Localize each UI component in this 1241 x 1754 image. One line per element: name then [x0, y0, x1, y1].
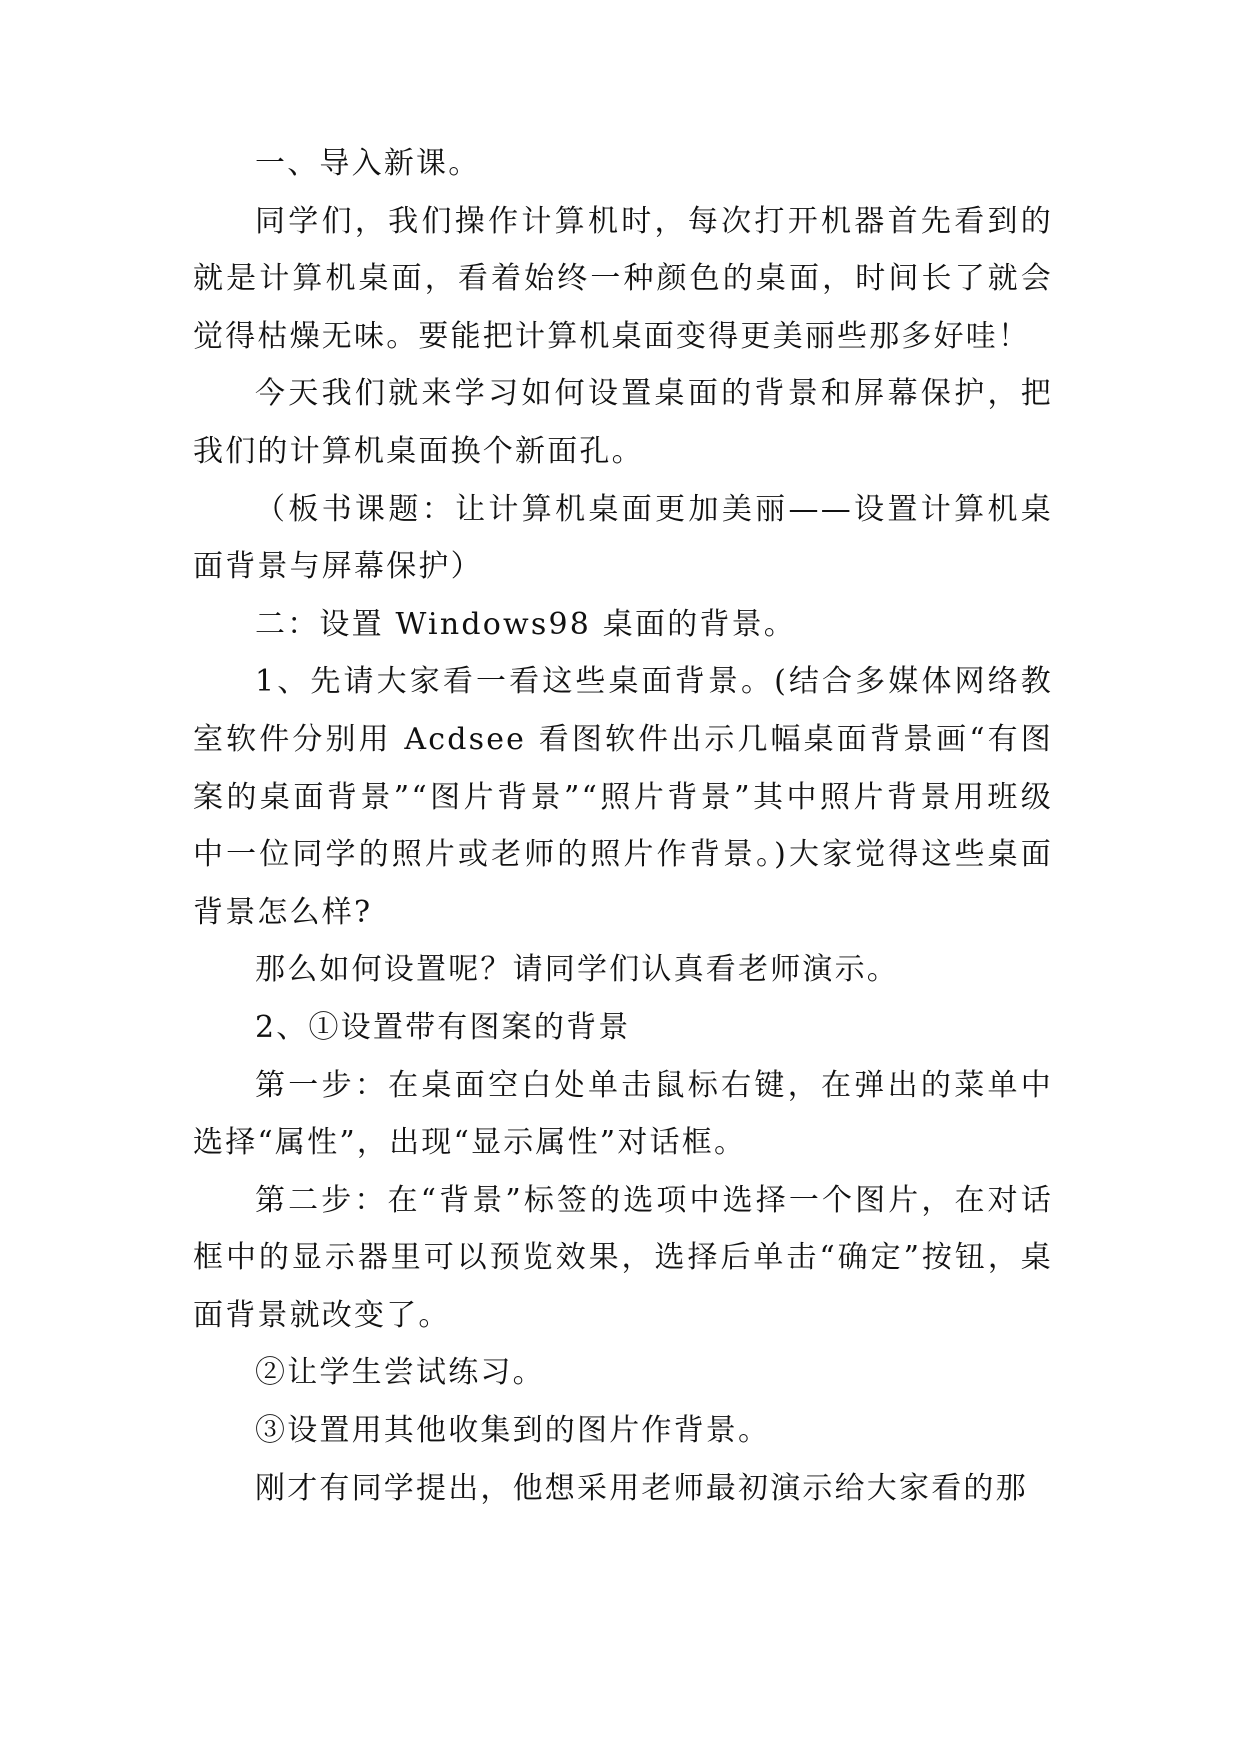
paragraph-blackboard-title: （板书课题：让计算机桌面更加美丽——设置计算机桌面背景与屏幕保护）: [193, 491, 1053, 585]
paragraph-second-step: 第二步：在“背景”标签的选项中选择一个图片，在对话框中的显示器里可以预览效果，选择后单击“确定”按钮，桌面背景就改变了。: [193, 1182, 1053, 1333]
section-heading-intro: 一、导入新课。: [255, 146, 481, 181]
paragraph-step-2-pattern: 2、①设置带有图案的背景: [255, 1009, 631, 1045]
section-heading-background: 二：设置 Windows98 桌面的背景。: [255, 606, 797, 642]
document-body: [193, 135, 1053, 1517]
paragraph-custom-picture: ③设置用其他收集到的图片作背景。: [255, 1413, 771, 1449]
paragraph-step-1: 1、先请大家看一看这些桌面背景。(结合多媒体网络教室软件分别用 Acdsee 看图软件出示几幅桌面背景画“有图案的桌面背景”“图片背景”“照片背景”其中照片背景用班级中一位同学的照片或老师的照片作背景。)大家觉得这些桌面背景怎么样?: [193, 664, 1053, 930]
paragraph-student-suggestion: 刚才有同学提出，他想采用老师最初演示给大家看的那: [255, 1470, 1028, 1506]
paragraph-today-topic: 今天我们就来学习如何设置桌面的背景和屏幕保护，把我们的计算机桌面换个新面孔。: [193, 376, 1053, 469]
paragraph-intro-desktop: 同学们，我们操作计算机时，每次打开机器首先看到的就是计算机桌面，看着始终一种颜色的桌面，时间长了就会觉得枯燥无味。要能把计算机桌面变得更美丽些那多好哇！: [193, 203, 1053, 354]
paragraph-first-step: 第一步：在桌面空白处单击鼠标右键，在弹出的菜单中选择“属性”，出现“显示属性”对话框。: [193, 1067, 1053, 1161]
paragraph-student-practice: ②让学生尝试练习。: [255, 1355, 545, 1391]
paragraph-watch-demo: 那么如何设置呢？请同学们认真看老师演示。: [255, 952, 899, 988]
